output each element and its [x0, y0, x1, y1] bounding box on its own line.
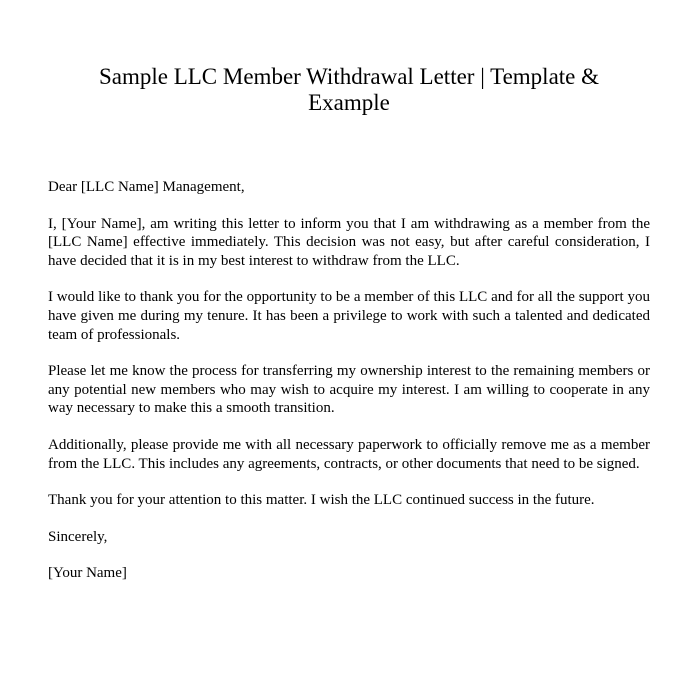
- letter-paragraph-2: I would like to thank you for the opportunity to be a member of this LLC and for all the support you have given me during my tenure. It has been a privilege to work with such a talented and dedicated team of professionals.: [48, 289, 650, 343]
- letter-signature: [Your Name]: [48, 565, 127, 582]
- letter-salutation: Dear [LLC Name] Management,: [48, 179, 245, 195]
- letter-body: [48, 178, 650, 583]
- letter-paragraph-4: Additionally, please provide me with all necessary paperwork to officially remove me as a member from the LLC. This includes any agreements, contracts, or other documents that need to be signed.: [48, 436, 650, 472]
- page-title: Sample LLC Member Withdrawal Letter | Template & Example: [98, 64, 600, 115]
- letter-closing: Sincerely,: [48, 528, 108, 545]
- letter-paragraph-3: Please let me know the process for transferring my ownership interest to the remaining members or any potential new members who may wish to acquire my interest. I am willing to cooperate in any way necessary to make this a smooth transition.: [48, 363, 650, 417]
- letter-paragraph-5: Thank you for your attention to this matter. I wish the LLC continued success in the future.: [48, 492, 595, 509]
- letter-paragraph-1: I, [Your Name], am writing this letter to inform you that I am withdrawing as a member from the [LLC Name] effective immediately. This decision was not easy, but after careful consideration, I have decided that it is in my best interest to withdraw from the LLC.: [48, 215, 650, 269]
